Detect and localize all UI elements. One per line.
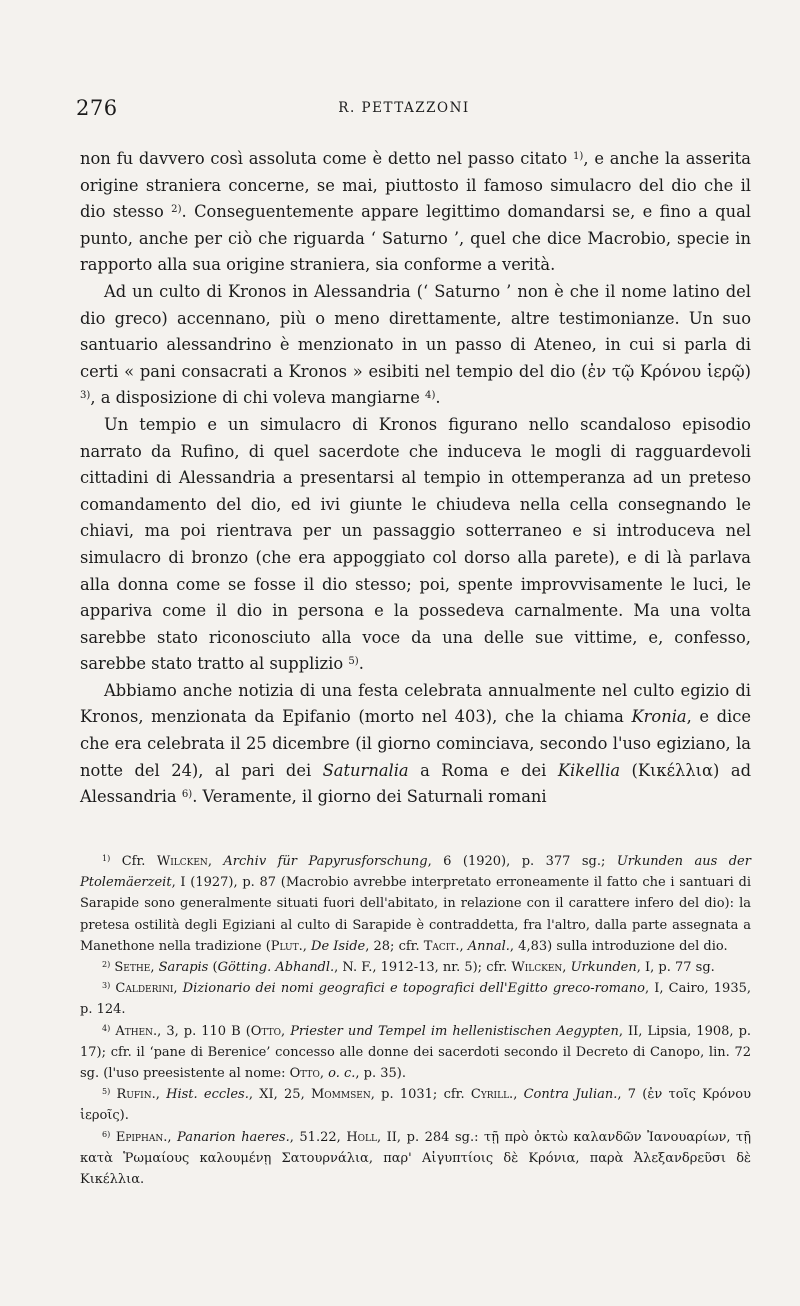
- italic-run: o. c.: [328, 1066, 356, 1082]
- text-run: , p. 35).: [355, 1066, 406, 1082]
- text-run: .: [435, 388, 441, 408]
- italic-run: Archiv für Papyrusforschung: [223, 854, 428, 869]
- footnote: [80, 978, 751, 1020]
- author-name: Sethe: [114, 960, 151, 976]
- author-name: Athen.: [115, 1023, 158, 1039]
- author-name: Wilcken: [511, 960, 563, 976]
- body-paragraph: [80, 279, 751, 412]
- text-run: , 4,83) sulla introduzione del dio.: [509, 938, 728, 954]
- text-run: , I, p. 77 sg.: [636, 960, 715, 976]
- footnote-ref: 3): [102, 981, 111, 991]
- author-name: Otto: [289, 1066, 320, 1082]
- italic-run: Urkunden aus der Ptolemäerzeit: [80, 854, 751, 891]
- italic-run: Dizionario dei nomi geografici e topografici dell'Egitto greco-romano: [182, 981, 645, 997]
- text-run: ,: [155, 1087, 167, 1103]
- author-name: Otto: [250, 1023, 281, 1039]
- italic-run: Kikellia: [557, 760, 621, 780]
- author-name: Mommsen: [310, 1087, 371, 1103]
- italic-run: Götting. Abhandl.: [217, 960, 335, 976]
- footnote: [80, 957, 751, 978]
- footnote-ref: 4): [102, 1023, 111, 1033]
- text-run: ,: [281, 1023, 291, 1039]
- footnote-ref: 4): [425, 390, 436, 402]
- text-run: , 7 (ἐν τοῖς Κρόνου ἱεροῖς).: [80, 1087, 752, 1124]
- author-name: Tacit.: [423, 938, 460, 954]
- author-name: Epiphan.: [115, 1129, 168, 1145]
- page-header: [76, 92, 732, 122]
- italic-run: Hist. eccles.: [166, 1087, 249, 1103]
- footnote: [80, 1127, 751, 1191]
- body-paragraph: [80, 678, 751, 811]
- body-paragraph: [80, 412, 751, 678]
- footnote: [80, 851, 751, 957]
- footnote-ref: 1): [102, 853, 111, 863]
- footnote-ref: 3): [80, 390, 91, 402]
- italic-run: Annal.: [467, 938, 510, 954]
- text-run: ,: [319, 1066, 329, 1082]
- author-name: Cyrill.: [470, 1087, 514, 1103]
- footnote: [80, 1021, 751, 1085]
- text-run: a Roma e dei: [408, 760, 558, 780]
- author-name: Holl: [346, 1129, 377, 1145]
- text-run: , a disposizione di chi voleva mangiarne: [90, 388, 426, 408]
- text-run: , 6 (1920), p. 377 sg.;: [427, 854, 617, 869]
- text-run: (Κικέλλια) ad Alessandria: [80, 760, 751, 807]
- text-run: , p. 1031; cfr.: [370, 1087, 471, 1103]
- text-run: ,: [459, 938, 468, 954]
- footnote-ref: 6): [181, 789, 193, 801]
- italic-run: Kronia: [631, 707, 687, 727]
- text-run: ,: [207, 854, 224, 869]
- page-number: 276: [76, 96, 118, 120]
- author-name: Plut.: [270, 938, 303, 954]
- footnote-ref: 1): [572, 150, 584, 162]
- text-run: ,: [302, 938, 312, 954]
- text-run: .: [358, 654, 364, 674]
- footnote: [80, 1084, 751, 1126]
- italic-run: Saturnalia: [322, 760, 409, 780]
- text-run: (: [208, 960, 218, 976]
- text-run: non fu davvero così assoluta come è detto nel passo citato: [80, 149, 573, 168]
- running-head: R. PETTAZZONI: [338, 100, 470, 116]
- text-run: , 28; cfr.: [365, 938, 424, 954]
- author-name: Wilcken: [156, 854, 208, 869]
- italic-run: Sarapis: [158, 960, 209, 976]
- text-run: ,: [173, 981, 183, 997]
- italic-run: De Iside: [311, 938, 366, 954]
- text-run: , 51.22,: [289, 1129, 347, 1145]
- text-run: ,: [513, 1087, 524, 1103]
- author-name: Calderini: [115, 981, 174, 997]
- italic-run: Priester und Tempel im hellenistischen Aegypten: [290, 1023, 619, 1039]
- text-run: . Conseguentemente appare legittimo domandarsi se, e fino a qual punto, anche per ciò che riguarda ‘ Saturno ’, quel che dice Macrobio, specie in rapporto alla sua origine straniera, sia conforme a verità.: [80, 202, 752, 275]
- text-run: Un tempio e un simulacro di Kronos figurano nello scandaloso episodio narrato da Rufino, di quel sacerdote che induceva le mogli di ragguardevoli cittadini di Alessandria a presentarsi al tempio in ottemperanza ad un preteso comandamento del dio, ed ivi giunte le chiudeva nella cella consegnando le chiavi, ma poi rientrava per un passaggio sotterraneo e si introduceva nel simulacro di bronzo (che era appoggiato col dorso alla parete), e di là parlava alla donna come se fosse il dio stesso; poi, spente improvvisamente le luci, le appariva come il dio in persona e la possedeva carnalmente. Ma una volta sarebbe stato riconosciuto alla voce da una delle sue vittime, e, confesso, sarebbe stato tratto al supplizio: [80, 414, 751, 674]
- footnote-ref: 5): [102, 1087, 111, 1097]
- text-run: , 3, p. 110 B (: [157, 1023, 251, 1039]
- text-run: , I (1927), p. 87 (Macrobio avrebbe interpretato erroneamente il fatto che i santuari di Sarapide sono generalmente situati fuori dell'abitato, in relazione con il carattere infero del dio): la pretesa ostilità degli Egiziani al culto di Sarapide è contraddetta, fra l'altro, dalla parte assegnata a Manethone nella tradizione (: [80, 875, 751, 954]
- footnotes: [80, 851, 751, 1190]
- text-run: , II, Lipsia, 1908, p. 17); cfr. il ‘pane di Berenice’ concesso alle donne dei sacerdoti secondo il Decreto di Canopo, lin. 72 sg. (l'uso preesistente al nome:: [80, 1023, 752, 1082]
- footnote-ref: 2): [102, 960, 111, 969]
- text-run: ,: [562, 960, 571, 976]
- text-run: , I, Cairo, 1935, p. 124.: [80, 981, 752, 1018]
- text-run: , N. F., 1912-13, nr. 5); cfr.: [334, 960, 512, 976]
- body-paragraph: [80, 146, 751, 279]
- text-run: , e anche la asserita origine straniera concerne, se mai, piuttosto il famoso simulacro del dio che il dio stesso: [80, 149, 751, 222]
- text-run: Cfr.: [110, 854, 157, 869]
- italic-run: Urkunden: [570, 960, 637, 976]
- italic-run: Panarion haeres.: [177, 1129, 290, 1145]
- text-run: , e dice che era celebrata il 25 dicembre (il giorno cominciava, secondo l'uso egiziano, la notte del 24), al pari dei: [80, 707, 752, 780]
- text-run: ,: [167, 1129, 178, 1145]
- author-name: Rufin.: [116, 1087, 156, 1103]
- footnote-ref: 6): [102, 1129, 111, 1139]
- text-run: Ad un culto di Kronos in Alessandria (‘ Saturno ’ non è che il nome latino del dio greco) accennano, più o meno direttamente, altre testimonianze. Un suo santuario alessandrino è menzionato in un passo di Ateneo, in cui si parla di certi « pani consacrati a Kronos » esibiti nel tempio del dio (ἐν τῷ Κρόνου ἱερῷ): [80, 281, 751, 381]
- footnote-ref: 2): [171, 204, 182, 216]
- text-run: . Veramente, il giorno dei Saturnali romani: [192, 787, 547, 807]
- text-run: , XI, 25,: [248, 1087, 311, 1103]
- italic-run: Contra Julian.: [523, 1087, 618, 1103]
- text-run: ,: [150, 960, 159, 976]
- text-run: Abbiamo anche notizia di una festa celebrata annualmente nel culto egizio di Kronos, menzionata da Epifanio (morto nel 403), che la chiama: [80, 680, 751, 727]
- body-text: [80, 146, 751, 811]
- text-run: , II, p. 284 sg.: τῇ πρὸ ὀκτὼ καλανδῶν Ἰανουαρίων, τῇ κατὰ Ῥωμαίους καλουμένῃ Σατουρνάλια, παρ' Αἰγυπτίοις δὲ Κρόνια, παρὰ Ἀλεξανδρεῦσι δὲ Κικέλλια.: [80, 1129, 752, 1188]
- footnote-ref: 5): [348, 656, 359, 668]
